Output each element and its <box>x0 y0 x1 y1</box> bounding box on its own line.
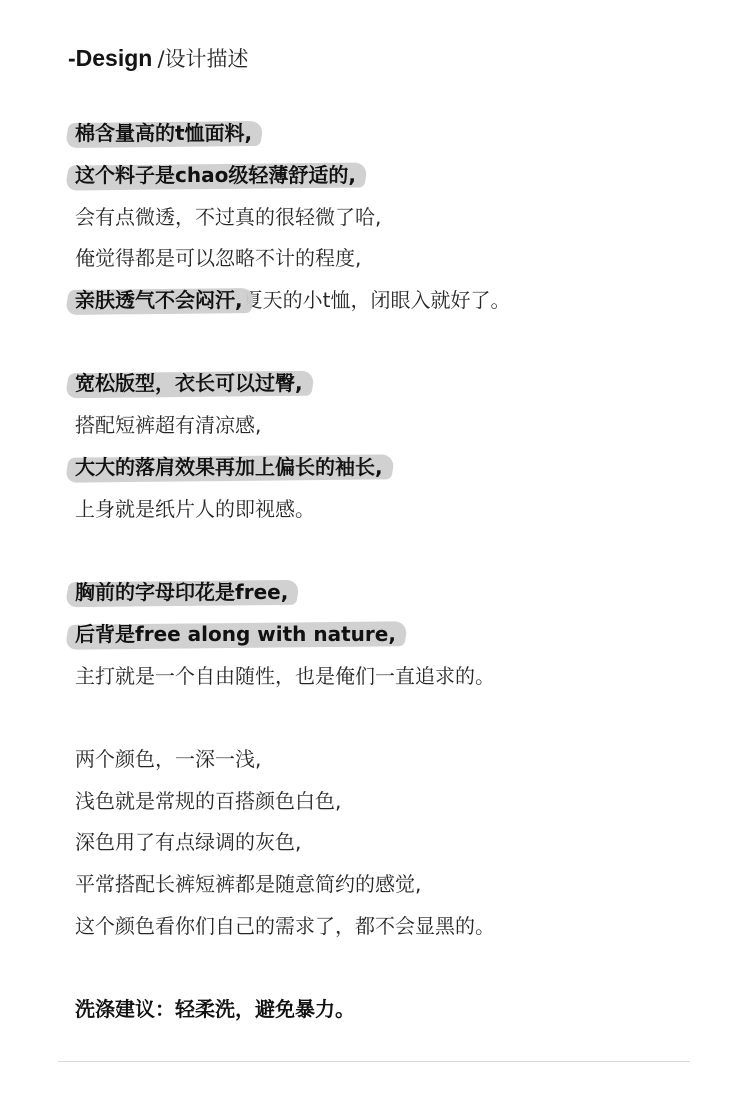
highlighted-text: 后背是free along with nature, <box>75 619 396 649</box>
text-line <box>75 577 288 607</box>
plain-text: 两个颜色，一深一浅, <box>75 747 262 771</box>
text-line <box>75 368 303 398</box>
highlighted-text: 亲肤透气不会闷汗, <box>75 285 243 315</box>
plain-text: 夏天的小t恤，闭眼入就好了。 <box>242 288 511 312</box>
text-line <box>75 118 252 148</box>
highlighted-text: 大大的落肩效果再加上偏长的袖长, <box>75 452 383 482</box>
divider <box>58 1061 690 1062</box>
text-line <box>75 661 495 691</box>
plain-text: 搭配短裤超有清凉感, <box>75 413 262 437</box>
heading-english: -Design <box>68 45 153 71</box>
plain-text: 俺觉得都是可以忽略不计的程度, <box>75 246 362 270</box>
plain-text: 上身就是纸片人的即视感。 <box>75 497 315 521</box>
text-line <box>75 786 341 816</box>
text-line <box>75 744 261 774</box>
highlighted-text: 胸前的字母印花是free, <box>75 577 288 607</box>
text-line <box>75 410 261 440</box>
text-line <box>75 452 383 482</box>
highlighted-text: 棉含量高的t恤面料, <box>75 118 252 148</box>
plain-text: 会有点微透，不过真的很轻微了哈, <box>75 205 382 229</box>
section-heading <box>68 42 249 74</box>
plain-text: 浅色就是常规的百搭颜色白色, <box>75 789 342 813</box>
text-line <box>75 243 361 273</box>
text-line <box>75 285 510 315</box>
text-line <box>75 911 495 941</box>
highlighted-text: 宽松版型，衣长可以过臀, <box>75 368 303 398</box>
heading-chinese: /设计描述 <box>157 47 249 71</box>
highlighted-text: 这个料子是chao级轻薄舒适的, <box>75 160 356 190</box>
plain-text: 平常搭配长裤短裤都是随意简约的感觉, <box>75 872 422 896</box>
plain-text: 这个颜色看你们自己的需求了，都不会显黑的。 <box>75 914 495 938</box>
text-line <box>75 869 421 899</box>
text-line <box>75 619 396 649</box>
washing-advice: 洗涤建议：轻柔洗，避免暴力。 <box>75 997 355 1021</box>
text-line <box>75 160 356 190</box>
text-line <box>75 827 301 857</box>
plain-text: 深色用了有点绿调的灰色, <box>75 830 302 854</box>
text-line <box>75 202 381 232</box>
plain-text: 主打就是一个自由随性，也是俺们一直追求的。 <box>75 664 495 688</box>
text-line <box>75 494 315 524</box>
